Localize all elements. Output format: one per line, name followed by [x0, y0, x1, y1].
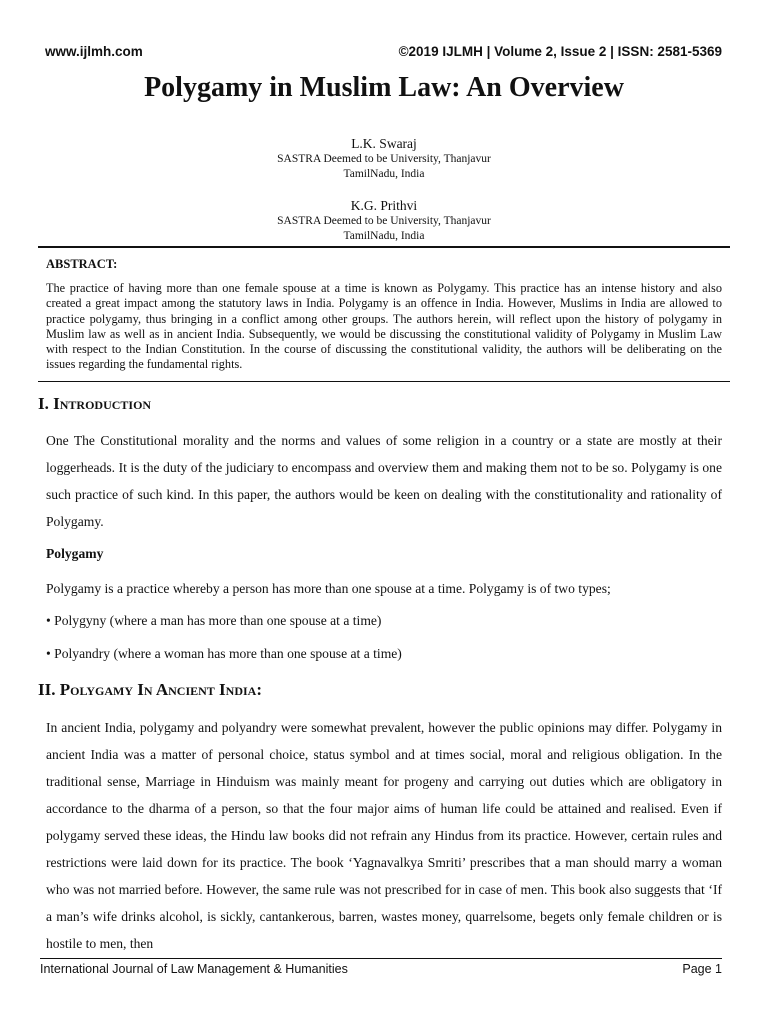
- abstract-text: The practice of having more than one female spouse at a time is known as Polygamy. This practice has an intense history and also created a great impact among the statutory laws in India. Polygamy is an offence in India. However, Muslims in India are allowed to practice polygamy, thus bringing in a conflict among other groups. The authors herein, will reflect upon the history of polygamy in Muslim law as well as in ancient India. Subsequently, we would be discussing the constitutional validity of Polygamy in Muslim Law with respect to the Indian Constitution. In the course of discussing the constitutional validity, the authors will be deliberating on the issues regarding the fundamental rights.: [46, 281, 722, 372]
- author-location: TamilNadu, India: [343, 168, 425, 180]
- author-name: L.K. Swaraj: [351, 136, 417, 151]
- author-block-2: [0, 198, 768, 244]
- subheading-polygamy: Polygamy: [46, 546, 104, 561]
- author-block-1: [0, 136, 768, 182]
- website-url[interactable]: www.ijlmh.com: [45, 44, 143, 59]
- bullet-item: • Polygyny (where a man has more than one spouse at a time): [46, 613, 382, 628]
- footer-rule: [40, 958, 722, 959]
- page-number: Page 1: [682, 962, 722, 976]
- abstract-label: ABSTRACT:: [46, 257, 118, 271]
- author-location: TamilNadu, India: [343, 230, 425, 242]
- author-affiliation: SASTRA Deemed to be University, Thanjavur: [277, 153, 491, 165]
- author-name: K.G. Prithvi: [350, 198, 418, 213]
- journal-info: ©2019 IJLMH | Volume 2, Issue 2 | ISSN: 2581-5369: [398, 44, 722, 59]
- ancient-india-paragraph: In ancient India, polygamy and polyandry were somewhat prevalent, however the public opinions may differ. Polygamy in ancient India was a matter of personal choice, status symbol and at times social, moral and religious obligation. In the traditional sense, Marriage in Hinduism was mainly meant for progeny and carrying out duties which are obligatory in accordance to the dharma of a person, so that the four major aims of human life could be attained and realised. Even if polygamy served these ideas, the Hindu law books did not refrain any Hindus from its practice. However, certain rules and restrictions were laid down for its practice. The book ‘Yagnavalkya Smriti’ prescribes that a man should marry a woman who was not married before. However, the same rule was not prescribed for in case of men. This book also suggests that ‘If a man’s wife drinks alcohol, is sickly, cantankerous, barren, wastes money, quarrelsome, begets only female children or is hostile to men, then: [46, 720, 722, 951]
- footer-journal-name: International Journal of Law Management & Humanities: [40, 962, 348, 976]
- introduction-paragraph: One The Constitutional morality and the norms and values of some religion in a country or a state are mostly at their loggerheads. It is the duty of the judiciary to encompass and overview them and making them not to be so. Polygamy is one such practice of such kind. In this paper, the authors would be keen on dealing with the constitutionality and rationality of Polygamy.: [46, 433, 722, 529]
- section-heading-introduction: I. Introduction: [38, 394, 152, 413]
- section-heading-ancient-india: II. Polygamy In Ancient India:: [38, 680, 263, 699]
- author-affiliation: SASTRA Deemed to be University, Thanjavur: [277, 215, 491, 227]
- bullet-item: • Polyandry (where a woman has more than one spouse at a time): [46, 646, 402, 661]
- running-header: [45, 44, 722, 59]
- running-footer: [40, 962, 722, 976]
- polygamy-paragraph: Polygamy is a practice whereby a person has more than one spouse at a time. Polygamy is of two types;: [46, 581, 611, 596]
- abstract-top-rule: [38, 246, 730, 248]
- abstract-bottom-rule: [38, 381, 730, 382]
- paper-title: Polygamy in Muslim Law: An Overview: [144, 72, 624, 103]
